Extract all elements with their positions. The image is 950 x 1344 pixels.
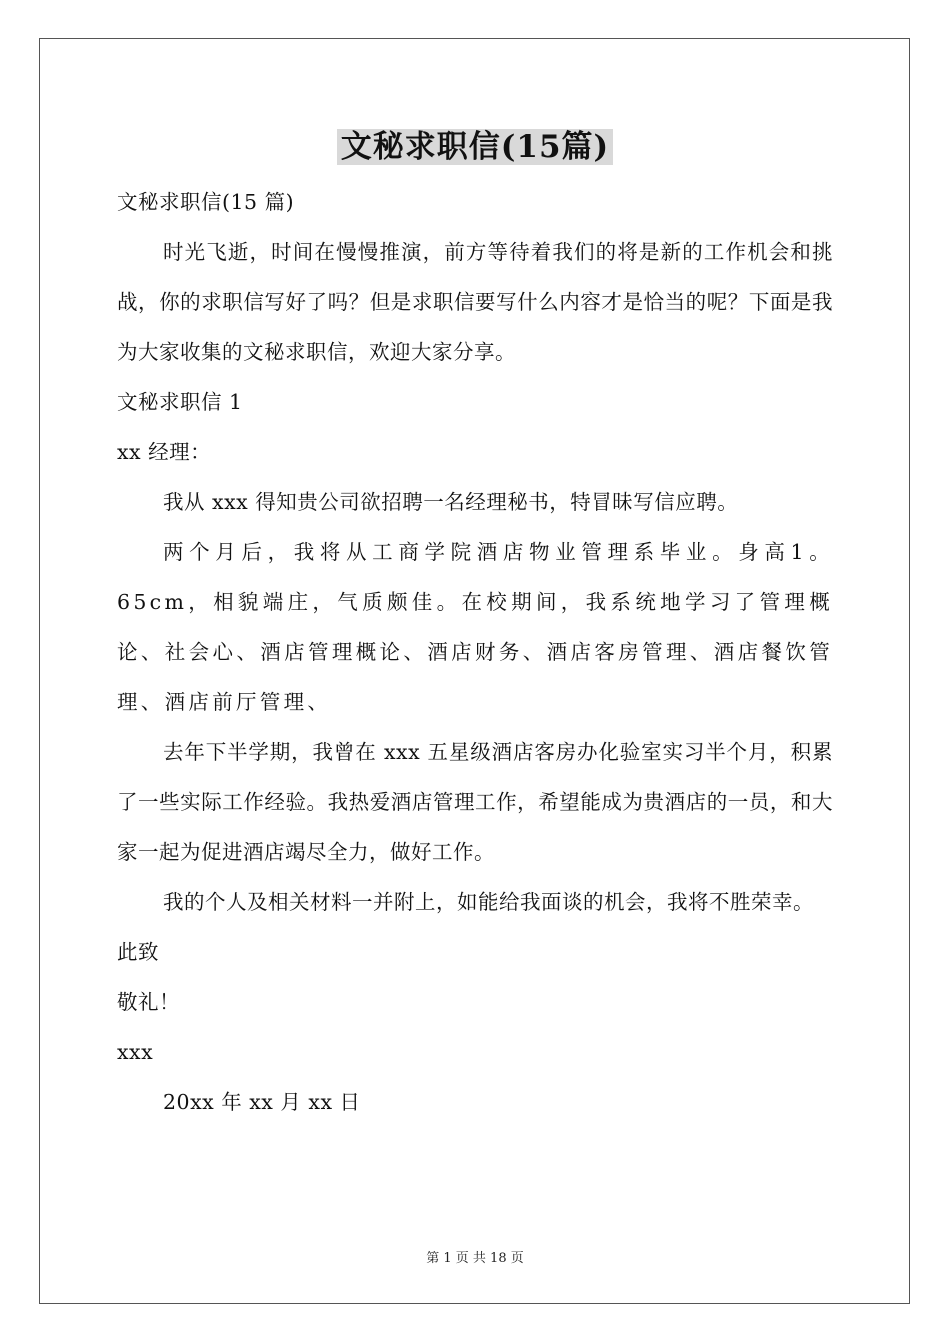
subtitle: 文秘求职信(15 篇)	[117, 190, 295, 214]
letter-paragraph-4: 我的个人及相关材料一并附上，如能给我面谈的机会，我将不胜荣幸。	[163, 890, 814, 914]
section-heading: 文秘求职信 1	[117, 390, 243, 414]
signature: xxx	[117, 1040, 154, 1064]
closing-line-2: 敬礼！	[117, 990, 180, 1014]
salutation: xx 经理：	[117, 440, 212, 464]
letter-date: 20xx 年 xx 月 xx 日	[163, 1090, 361, 1114]
intro-paragraph: 时光飞逝，时间在慢慢推演，前方等待着我们的将是新的工作机会和挑战，你的求职信写好了吗？但是求职信要写什么内容才是恰当的呢？下面是我为大家收集的文秘求职信，欢迎大家分享。	[117, 240, 833, 364]
letter-paragraph-2: 两个月后，我将从工商学院酒店物业管理系毕业。身高1。65cm，相貌端庄，气质颇佳。在校期间，我系统地学习了管理概论、社会心、酒店管理概论、酒店财务、酒店客房管理、酒店餐饮管理、酒店前厅管理、	[117, 540, 833, 714]
page-number: 第 1 页 共 18 页	[426, 1251, 524, 1266]
letter-paragraph-1: 我从 xxx 得知贵公司欲招聘一名经理秘书，特冒昧写信应聘。	[163, 490, 739, 514]
document-body	[117, 177, 833, 1127]
closing-line-1: 此致	[117, 940, 159, 964]
document-title	[0, 126, 950, 168]
document-title-text: 文秘求职信(15篇)	[337, 129, 613, 165]
letter-paragraph-3: 去年下半学期，我曾在 xxx 五星级酒店客房办化验室实习半个月，积累了一些实际工作经验。我热爱酒店管理工作，希望能成为贵酒店的一员，和大家一起为促进酒店竭尽全力，做好工作。	[117, 740, 833, 864]
page-footer	[0, 1247, 950, 1266]
